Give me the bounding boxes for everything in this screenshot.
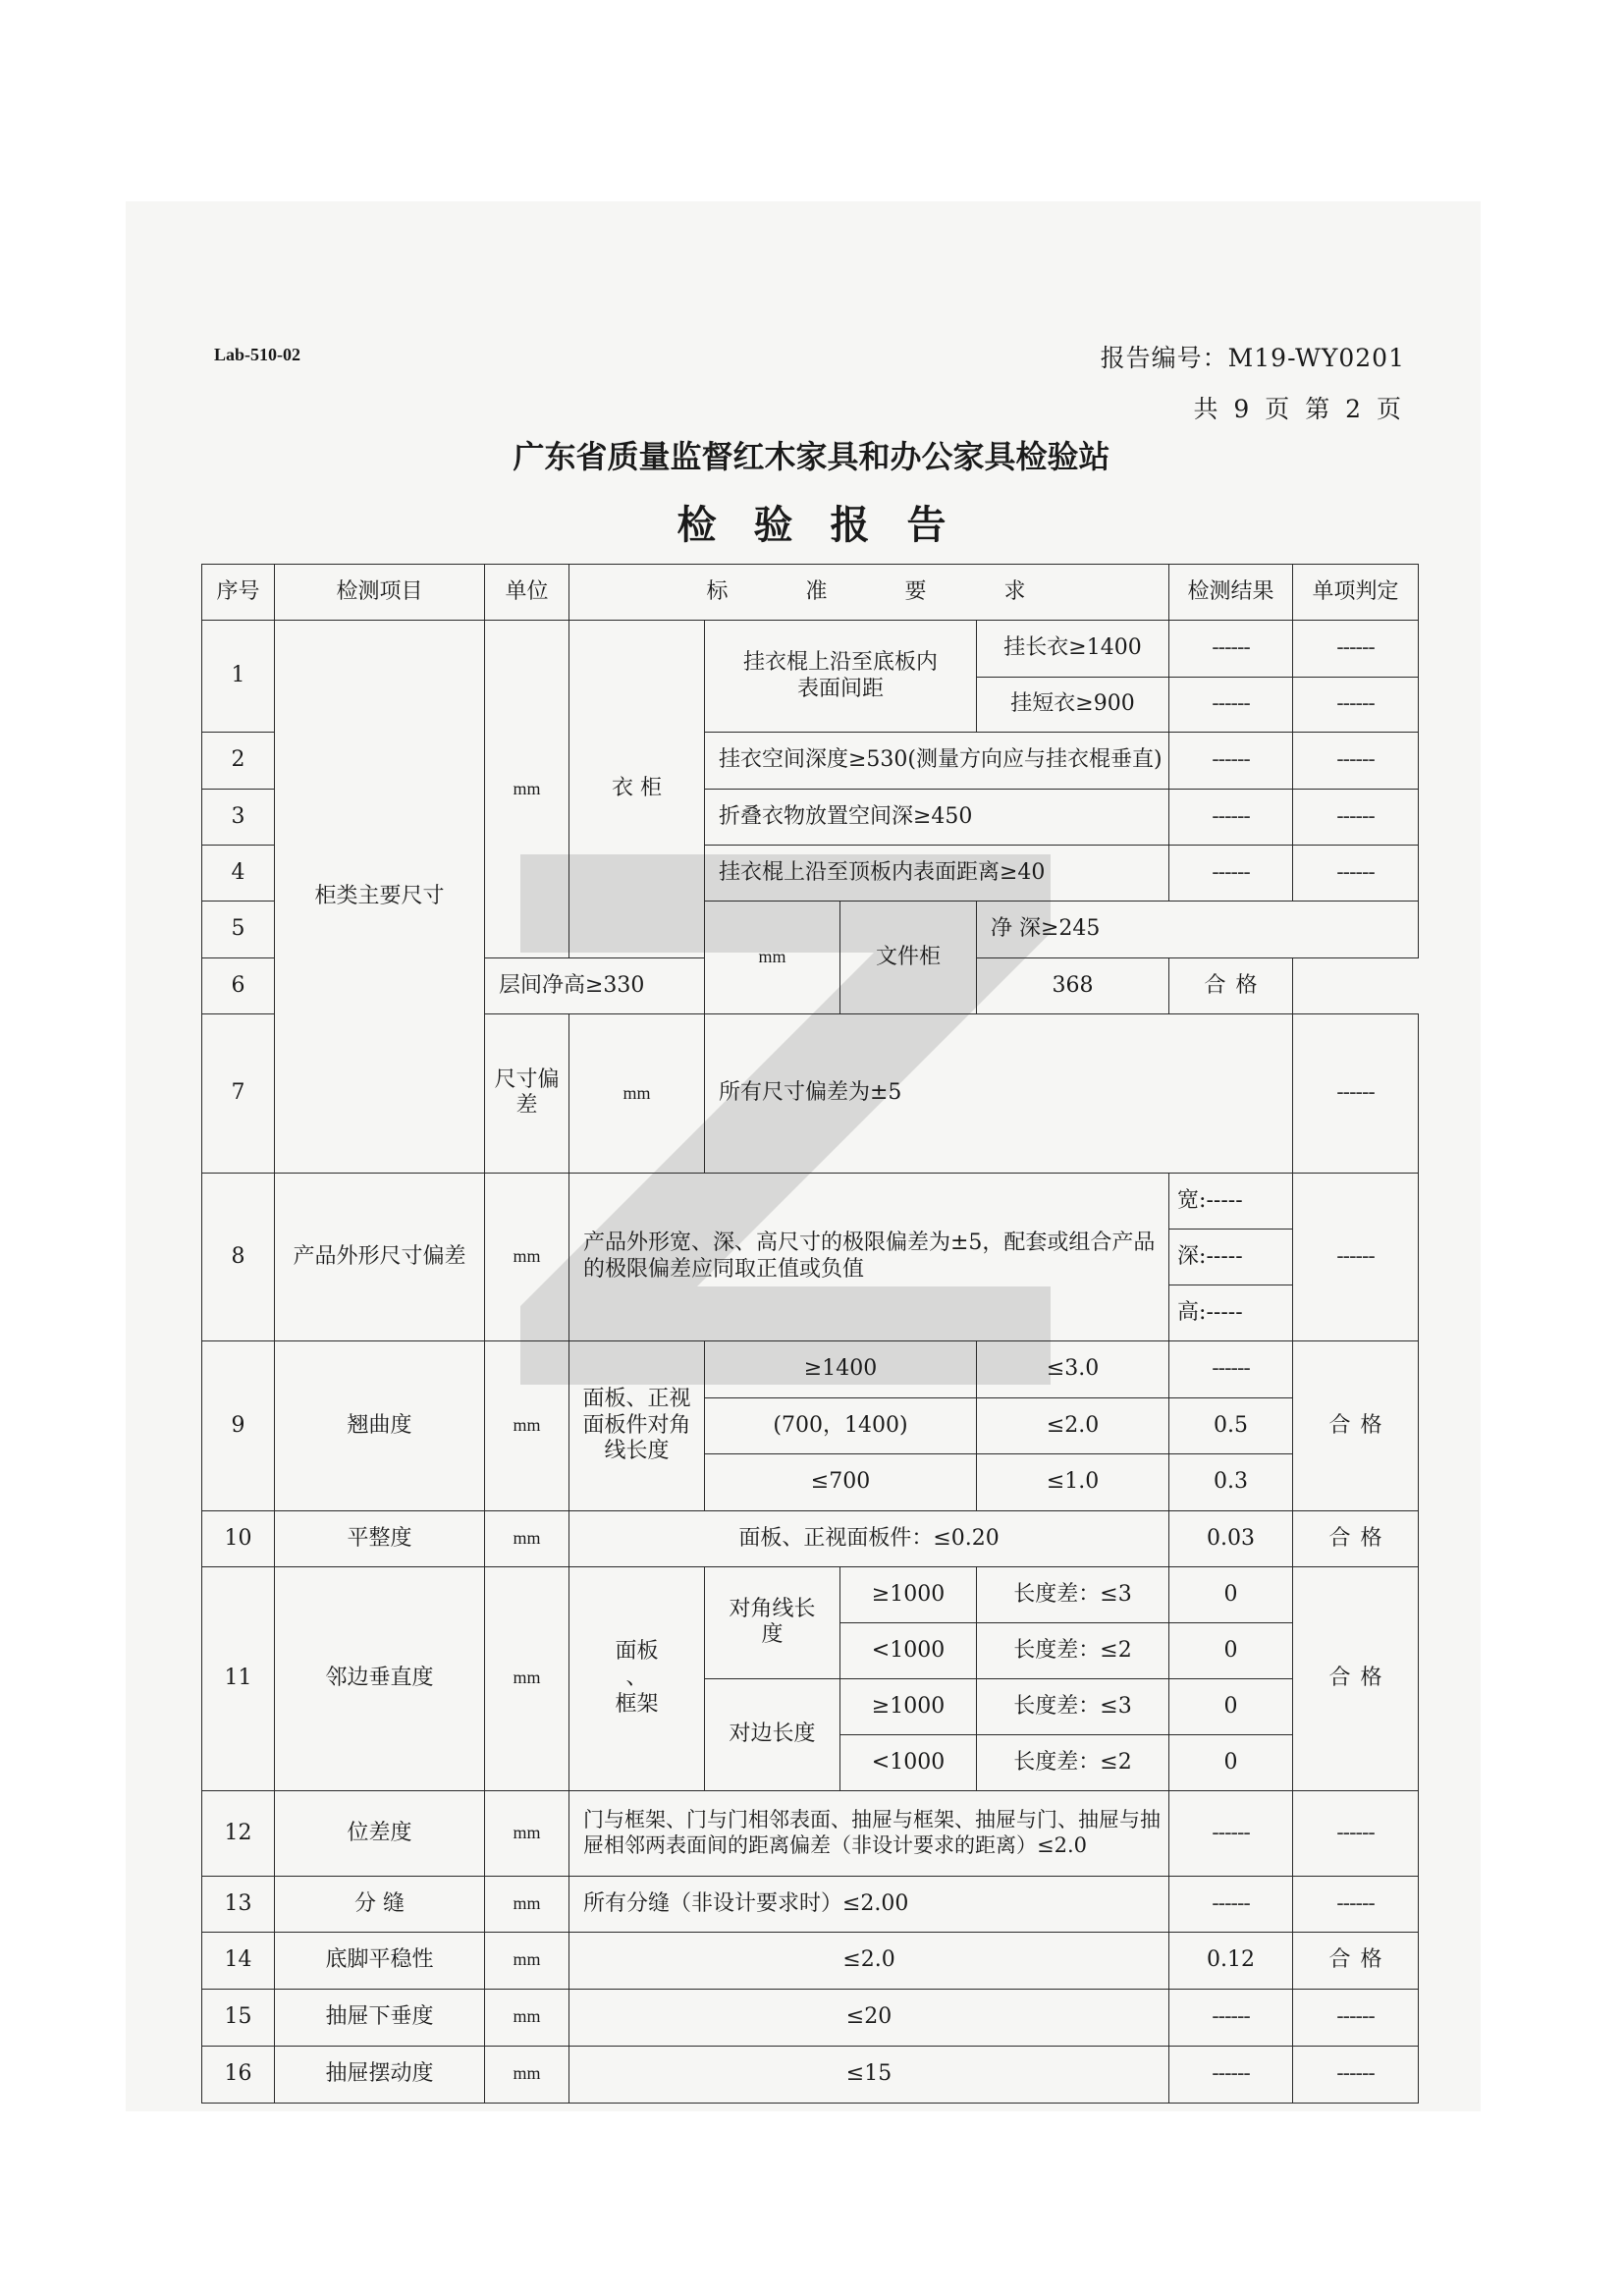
range-cell: (700，1400) [705, 1397, 977, 1453]
unit-cell: mm [485, 1340, 569, 1510]
lab-code: Lab-510-02 [214, 345, 301, 364]
result-height: 高:----- [1169, 1285, 1293, 1340]
judgement-cell: 合格 [1293, 1932, 1419, 1989]
requirement-cell: 挂短衣≥900 [977, 678, 1169, 733]
document-title: 检验报告 [676, 503, 984, 548]
item-cell: 底脚平稳性 [275, 1932, 485, 1989]
result-cell: ------ [1169, 1340, 1293, 1397]
item-cell: 尺寸偏差 [485, 1014, 569, 1174]
range-cell: ≥1400 [705, 1340, 977, 1397]
unit-cell: mm [485, 621, 569, 958]
range-cell: ≥1000 [840, 1566, 977, 1622]
unit-cell: mm [485, 1173, 569, 1340]
result-cell: ------ [1169, 1790, 1293, 1876]
part-line-2: 、 [625, 1666, 648, 1691]
limit-cell: 长度差：≤3 [977, 1678, 1169, 1734]
judgement-cell: 合格 [1293, 1510, 1419, 1566]
judgement-cell: 合格 [1293, 1340, 1419, 1510]
table-row [202, 621, 1419, 678]
result-cell: ------ [1169, 1989, 1293, 2046]
item-cell: 平整度 [275, 1510, 485, 1566]
header-unit: 单位 [485, 565, 569, 621]
requirement-cell: 层间净高≥330 [485, 958, 840, 1014]
result-cell: 0 [1169, 1566, 1293, 1622]
judgement-cell: ------ [1293, 733, 1419, 790]
seq-cell: 13 [202, 1876, 275, 1932]
result-cell: ------ [1169, 733, 1293, 790]
unit-cell: mm [485, 1932, 569, 1989]
requirement-cell: ≤15 [569, 2046, 1169, 2103]
result-cell: ------ [1169, 2046, 1293, 2103]
limit-cell: ≤3.0 [977, 1340, 1169, 1397]
item-cell: 分 缝 [275, 1876, 485, 1932]
judgement-cell: 合格 [1169, 958, 1293, 1014]
table-row [202, 2046, 1419, 2103]
table-row [202, 1932, 1419, 1989]
unit-cell: mm [485, 1989, 569, 2046]
inspection-table [201, 564, 1419, 2104]
judgement-cell: ------ [1293, 790, 1419, 846]
result-width: 宽:----- [1169, 1173, 1293, 1229]
seq-cell: 3 [202, 790, 275, 846]
judgement-cell: 合格 [1293, 1566, 1419, 1790]
item-cell: 抽屉摆动度 [275, 2046, 485, 2103]
seq-cell: 14 [202, 1932, 275, 1989]
result-cell: ------ [1169, 621, 1293, 678]
part-line-1: 面板 [615, 1639, 659, 1665]
requirement-cell: 门与框架、门与门相邻表面、抽屉与框架、抽屉与门、抽屉与抽屉相邻两表面间的距离偏差（非设计要求的距离）≤2.0 [569, 1790, 1169, 1876]
seq-cell: 16 [202, 2046, 275, 2103]
header-seq: 序号 [202, 565, 275, 621]
judgement-cell: ------ [1293, 1790, 1419, 1876]
header-result: 检测结果 [1169, 565, 1293, 621]
requirement-cell: 所有分缝（非设计要求时）≤2.00 [569, 1876, 1169, 1932]
seq-cell: 4 [202, 846, 275, 902]
unit-cell: mm [705, 902, 840, 1014]
measure-type-cell: 对角线长度 [705, 1566, 840, 1678]
result-cell: 0 [1169, 1734, 1293, 1790]
range-cell: <1000 [840, 1622, 977, 1678]
limit-cell: 长度差：≤3 [977, 1566, 1169, 1622]
requirement-cell: 折叠衣物放置空间深≥450 [705, 790, 1169, 846]
part-line-3: 框架 [615, 1691, 659, 1717]
seq-cell: 5 [202, 902, 275, 958]
result-cell: 0 [1169, 1622, 1293, 1678]
unit-cell: mm [485, 1510, 569, 1566]
result-cell: ------ [1169, 678, 1293, 733]
requirement-cell: 挂衣棍上沿至顶板内表面距离≥40 [705, 846, 1169, 902]
table-row [202, 1790, 1419, 1876]
table-row [202, 1510, 1419, 1566]
judgement-cell: ------ [1293, 1173, 1419, 1340]
requirement-cell: 净 深≥245 [977, 902, 1419, 958]
item-cell: 柜类主要尺寸 [275, 621, 485, 1174]
page-info: 共 9 页 第 2 页 [1193, 395, 1405, 423]
judgement-cell: ------ [1293, 621, 1419, 678]
table-header-row [202, 565, 1419, 621]
limit-cell: ≤1.0 [977, 1453, 1169, 1510]
unit-cell: mm [485, 1876, 569, 1932]
requirement-cell: 挂长衣≥1400 [977, 621, 1169, 678]
header-requirement: 标 准 要 求 [569, 565, 1169, 621]
requirement-cell: 面板、正视面板件：≤0.20 [569, 1510, 1169, 1566]
report-number: 报告编号：M19-WY0201 [1100, 344, 1405, 372]
range-cell: <1000 [840, 1734, 977, 1790]
seq-cell: 15 [202, 1989, 275, 2046]
requirement-cell: 挂衣空间深度≥530(测量方向应与挂衣棍垂直) [705, 733, 1169, 790]
category-cell: 衣 柜 [569, 621, 705, 958]
sub-item-cell: 挂衣棍上沿至底板内表面间距 [705, 621, 977, 733]
table-row [202, 1989, 1419, 2046]
item-cell: 邻边垂直度 [275, 1566, 485, 1790]
result-cell: 0.3 [1169, 1453, 1293, 1510]
seq-cell: 7 [202, 1014, 275, 1174]
category-cell: 文件柜 [840, 902, 977, 1014]
result-cell: ------ [1293, 1014, 1419, 1174]
table-row [202, 1340, 1419, 1397]
table-row [202, 1173, 1419, 1229]
sub-item-cell: 面板、正视面板件对角线长度 [569, 1340, 705, 1510]
requirement-cell: ≤20 [569, 1989, 1169, 2046]
judgement-cell: ------ [1293, 678, 1419, 733]
seq-cell: 6 [202, 958, 275, 1014]
unit-cell: mm [485, 1566, 569, 1790]
result-depth: 深:----- [1169, 1229, 1293, 1285]
limit-cell: 长度差：≤2 [977, 1734, 1169, 1790]
seq-cell: 10 [202, 1510, 275, 1566]
unit-cell: mm [569, 1014, 705, 1174]
seq-cell: 9 [202, 1340, 275, 1510]
header-judgement: 单项判定 [1293, 565, 1419, 621]
result-cell: 0 [1169, 1678, 1293, 1734]
requirement-cell: 所有尺寸偏差为±5 [705, 1014, 1293, 1174]
judgement-cell: ------ [1293, 1989, 1419, 2046]
range-cell: ≥1000 [840, 1678, 977, 1734]
result-cell: 0.5 [1169, 1397, 1293, 1453]
result-cell: ------ [1169, 846, 1293, 902]
table-row [202, 1566, 1419, 1622]
unit-cell: mm [485, 2046, 569, 2103]
result-cell: ------ [1169, 790, 1293, 846]
result-cell: 368 [977, 958, 1169, 1014]
part-cell [569, 1566, 705, 1790]
item-cell: 产品外形尺寸偏差 [275, 1173, 485, 1340]
seq-cell: 8 [202, 1173, 275, 1340]
range-cell: ≤700 [705, 1453, 977, 1510]
judgement-cell: ------ [1293, 2046, 1419, 2103]
item-cell: 位差度 [275, 1790, 485, 1876]
result-cell: 0.03 [1169, 1510, 1293, 1566]
judgement-cell: ------ [1293, 1876, 1419, 1932]
item-cell: 抽屉下垂度 [275, 1989, 485, 2046]
table-row [202, 1876, 1419, 1932]
unit-cell: mm [485, 1790, 569, 1876]
organization-title: 广东省质量监督红木家具和办公家具检验站 [513, 438, 1110, 475]
seq-cell: 12 [202, 1790, 275, 1876]
header-item: 检测项目 [275, 565, 485, 621]
seq-cell: 2 [202, 733, 275, 790]
limit-cell: 长度差：≤2 [977, 1622, 1169, 1678]
requirement-cell: 产品外形宽、深、高尺寸的极限偏差为±5，配套或组合产品的极限偏差应同取正值或负值 [569, 1173, 1169, 1340]
result-cell: ------ [1169, 1876, 1293, 1932]
result-cell: 0.12 [1169, 1932, 1293, 1989]
seq-cell: 1 [202, 621, 275, 733]
seq-cell: 11 [202, 1566, 275, 1790]
measure-type-cell: 对边长度 [705, 1678, 840, 1790]
limit-cell: ≤2.0 [977, 1397, 1169, 1453]
item-cell: 翘曲度 [275, 1340, 485, 1510]
judgement-cell: ------ [1293, 846, 1419, 902]
requirement-cell: ≤2.0 [569, 1932, 1169, 1989]
